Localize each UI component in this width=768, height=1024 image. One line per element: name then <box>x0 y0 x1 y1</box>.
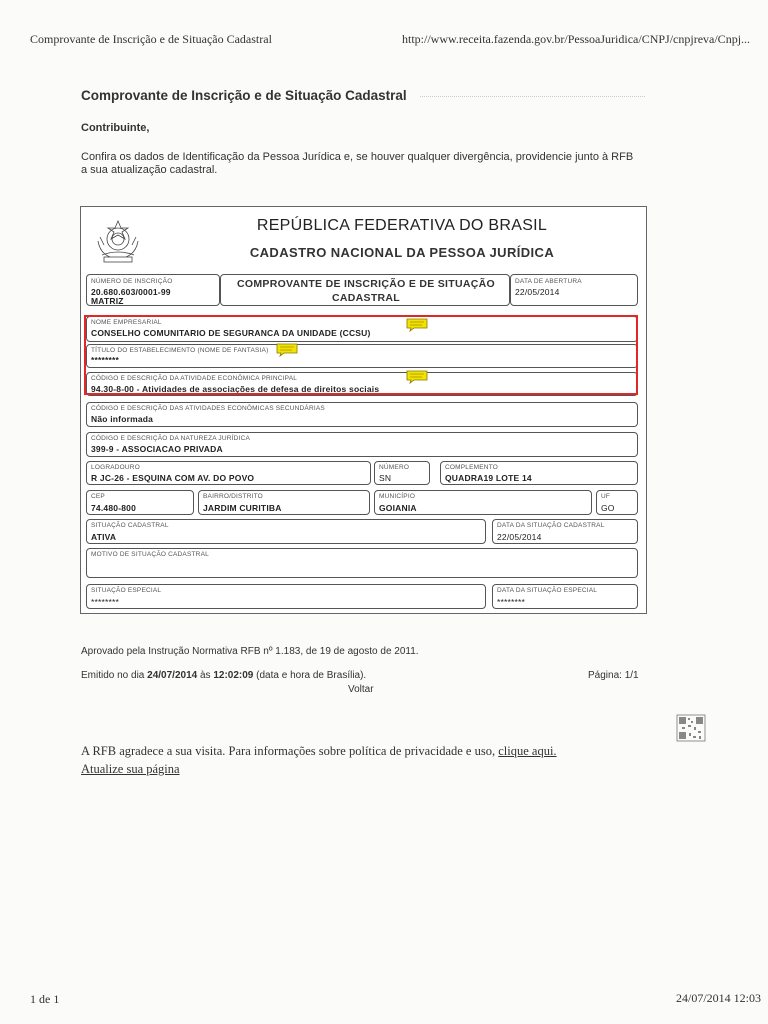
agradece-text <box>81 744 557 759</box>
comment-note-icon[interactable] <box>406 370 428 384</box>
atividades-secundarias-value: Não informada <box>91 414 154 424</box>
uf-label: UF <box>601 493 611 500</box>
logradouro-value: R JC-26 - ESQUINA COM AV. DO POVO <box>91 473 255 483</box>
aprovado-text: Aprovado pela Instrução Normativa RFB nº 1.183, de 19 de agosto de 2011. <box>81 646 419 657</box>
cadastro-title: CADASTRO NACIONAL DA PESSOA JURÍDICA <box>249 245 555 260</box>
fantasia-value: ******** <box>91 355 120 365</box>
natureza-value: 399-9 - ASSOCIACAO PRIVADA <box>91 444 223 454</box>
qr-code-icon <box>676 714 706 742</box>
title-divider <box>420 96 645 97</box>
complemento-box <box>440 461 638 485</box>
voltar-button[interactable]: Voltar <box>348 684 374 695</box>
complemento-label: COMPLEMENTO <box>445 464 499 471</box>
data-especial-box <box>492 584 638 609</box>
print-datetime: 24/07/2014 12:03 <box>676 991 762 1005</box>
municipio-value: GOIANIA <box>379 503 417 513</box>
situacao-label: SITUAÇÃO CADASTRAL <box>91 522 169 529</box>
municipio-label: MUNICÍPIO <box>379 493 416 500</box>
emitido-mid: às <box>197 670 214 681</box>
emitido-text <box>81 670 366 681</box>
data-situacao-value: 22/05/2014 <box>497 532 542 542</box>
abertura-value: 22/05/2014 <box>515 287 560 297</box>
page-title: Comprovante de Inscrição e de Situação Cadastral <box>81 88 407 103</box>
inscricao-box <box>86 274 220 306</box>
comprovante-title: COMPROVANTE DE INSCRIÇÃO E DE SITUAÇÃO CADASTRAL <box>237 278 495 304</box>
atividade-principal-value: 94.30-8-00 - Atividades de associações de defesa de direitos sociais <box>91 384 380 394</box>
situacao-value: ATIVA <box>91 532 117 542</box>
data-situacao-label: DATA DA SITUAÇÃO CADASTRAL <box>497 522 605 529</box>
complemento-value: QUADRA19 LOTE 14 <box>445 473 532 483</box>
print-title: Comprovante de Inscrição e de Situação Cadastral <box>30 32 272 46</box>
abertura-label: DATA DE ABERTURA <box>515 278 582 285</box>
numero-value: SN <box>379 473 392 483</box>
emitido-time: 12:02:09 <box>213 670 254 681</box>
print-page-number: 1 de 1 <box>30 992 60 1006</box>
bairro-value: JARDIM CURITIBA <box>203 503 282 513</box>
emitido-suffix: (data e hora de Brasília). <box>253 670 367 681</box>
municipio-box <box>374 490 592 515</box>
data-situacao-box <box>492 519 638 544</box>
uf-box <box>596 490 638 515</box>
intro-text: Confira os dados de Identificação da Pessoa Jurídica e, se houver qualquer divergência, providencie junto à RFB a sua atualização cadastral. <box>81 151 634 176</box>
situacao-especial-value: ******** <box>91 597 120 607</box>
abertura-box <box>510 274 638 306</box>
atividades-secundarias-label: CÓDIGO E DESCRIÇÃO DAS ATIVIDADES ECONÔMICAS SECUNDÁRIAS <box>91 405 325 412</box>
print-url: http://www.receita.fazenda.gov.br/PessoaJuridica/CNPJ/cnpjreva/Cnpj... <box>402 32 751 46</box>
bairro-box <box>198 490 370 515</box>
comment-note-icon[interactable] <box>276 343 298 357</box>
pagina-text: Página: 1/1 <box>588 670 639 681</box>
motivo-label: MOTIVO DE SITUAÇÃO CADASTRAL <box>91 551 209 558</box>
highlight-frame <box>84 315 638 395</box>
situacao-box <box>86 519 486 544</box>
cep-label: CEP <box>91 493 105 500</box>
fantasia-label: TÍTULO DO ESTABELECIMENTO (NOME DE FANTASIA) <box>91 347 269 354</box>
natureza-box <box>86 432 638 457</box>
atividades-secundarias-box <box>86 402 638 427</box>
bairro-label: BAIRRO/DISTRITO <box>203 493 263 500</box>
data-especial-value: ******** <box>497 597 526 607</box>
logradouro-label: LOGRADOURO <box>91 464 140 471</box>
inscricao-label: NÚMERO DE INSCRIÇÃO <box>91 278 173 285</box>
inscricao-value: 20.680.603/0001-99 <box>91 287 171 297</box>
republic-title: REPÚBLICA FEDERATIVA DO BRASIL <box>256 217 548 234</box>
comment-note-icon[interactable] <box>406 318 428 332</box>
cep-value: 74.480-800 <box>91 503 137 513</box>
situacao-especial-label: SITUAÇÃO ESPECIAL <box>91 587 162 594</box>
motivo-box <box>86 548 638 578</box>
numero-label: NÚMERO <box>379 464 410 471</box>
natureza-label: CÓDIGO E DESCRIÇÃO DA NATUREZA JURÍDICA <box>91 435 251 442</box>
emitido-prefix: Emitido no dia <box>81 670 148 681</box>
cep-box <box>86 490 194 515</box>
privacy-link[interactable]: clique aqui. <box>498 744 557 758</box>
logradouro-box <box>86 461 371 485</box>
situacao-especial-box <box>86 584 486 609</box>
inscricao-matriz: MATRIZ <box>91 296 124 306</box>
nome-value: CONSELHO COMUNITARIO DE SEGURANCA DA UNIDADE (CCSU) <box>91 328 371 338</box>
uf-value: GO <box>601 503 615 513</box>
agradece-message: A RFB agradece a sua visita. Para informações sobre política de privacidade e uso, <box>81 744 499 758</box>
refresh-page-link[interactable]: Atualize sua página <box>81 762 180 776</box>
greeting: Contribuinte, <box>81 122 150 134</box>
data-especial-label: DATA DA SITUAÇÃO ESPECIAL <box>497 587 598 594</box>
emitido-date: 24/07/2014 <box>147 670 198 681</box>
atividade-principal-label: CÓDIGO E DESCRIÇÃO DA ATIVIDADE ECONÔMICA PRINCIPAL <box>91 375 298 382</box>
nome-label: NOME EMPRESARIAL <box>91 319 162 326</box>
numero-box <box>374 461 430 485</box>
